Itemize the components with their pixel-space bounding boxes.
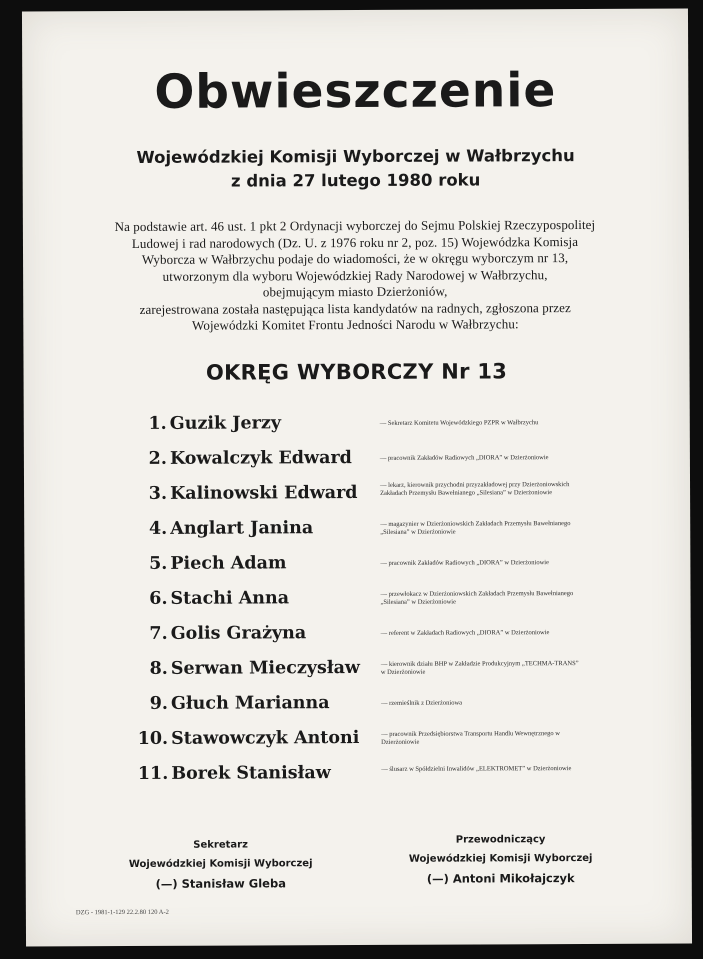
candidate-name: Serwan Mieczysław bbox=[170, 657, 360, 679]
candidate-number: 6. bbox=[149, 588, 168, 609]
candidate-row bbox=[25, 726, 691, 759]
signature-body: Wojewódzkiej Komisji Wyborczej bbox=[128, 858, 313, 870]
intro-line: utworzonym dla wyboru Wojewódzkiej Rady Narodowej w Wałbrzychu, bbox=[162, 266, 548, 284]
candidate-number: 10. bbox=[137, 728, 169, 749]
candidate-row bbox=[24, 551, 690, 584]
candidate-description: — pracownik Zakładów Radiowych „DIORA” w Dzierżoniowie bbox=[380, 454, 580, 462]
candidate-name: Borek Stanisław bbox=[171, 763, 331, 784]
candidate-row bbox=[24, 446, 690, 479]
signature-body: Wojewódzkiej Komisji Wyborczej bbox=[408, 852, 593, 865]
candidate-number: 11. bbox=[137, 763, 169, 784]
candidate-name: Anglart Janina bbox=[170, 518, 314, 539]
intro-line: Ludowej i rad narodowych (Dz. U. z 1976 roku nr 2, poz. 15) Wojewódzka Komisja bbox=[131, 233, 579, 251]
candidate-description: — referent w Zakładach Radiowych „DIORA” w Dzierżoniowie bbox=[381, 629, 581, 637]
candidate-description: — lekarz, kierownik przychodni przyzakładowej przy Dzierżoniowskich Zakładach Przemysłu Bawełnianego „Silesiana” w Dzierżoniowie bbox=[380, 481, 580, 497]
candidate-number: 7. bbox=[149, 623, 168, 644]
candidate-description: — przewłokacz w Dzierżoniowskich Zakładach Przemysłu Bawełnianego „Silesiana” w Dzierżoniowie bbox=[380, 590, 580, 606]
candidate-name: Kalinowski Edward bbox=[170, 482, 358, 504]
candidate-description: — rzemieślnik z Dzierżoniowa bbox=[381, 699, 581, 707]
candidate-row bbox=[24, 411, 690, 444]
candidate-description: — kierownik działu BHP w Zakładzie Produkcyjnym „TECHMA-TRANS” w Dzierżoniowie bbox=[381, 660, 581, 676]
candidate-description: — magazynier w Dzierżoniowskich Zakładach Przemysłu Bawełnianego „Silesiana” w Dzierżoniowie bbox=[380, 520, 580, 536]
candidate-description: — ślusarz w Spółdzielni Inwalidów „ELEKTROMET” w Dzierżoniowie bbox=[381, 765, 581, 773]
candidate-name: Piech Adam bbox=[170, 553, 287, 574]
poster-date: z dnia 27 lutego 1980 roku bbox=[230, 170, 481, 191]
candidate-description: — pracownik Przedsiębiorstwa Transportu Handlu Wewnętrznego w Dzierżoniowie bbox=[381, 730, 581, 746]
signature-secretary bbox=[126, 840, 316, 899]
signature-name: (—) Antoni Mikołajczyk bbox=[426, 871, 575, 886]
signature-role: Sekretarz bbox=[193, 839, 248, 851]
intro-line: zarejestrowana została następująca lista kandydatów na radnych, zgłoszona przez bbox=[139, 299, 571, 317]
intro-line: obejmującym miasto Dzierżoniów, bbox=[262, 283, 448, 300]
intro-paragraph bbox=[67, 217, 643, 335]
intro-line: Na podstawie art. 46 ust. 1 pkt 2 Ordynacji wyborczej do Sejmu Polskiej Rzeczypospolitej bbox=[114, 216, 596, 235]
candidate-row bbox=[24, 481, 690, 514]
candidate-row bbox=[25, 691, 691, 724]
candidate-name: Stawowczyk Antoni bbox=[171, 727, 360, 749]
candidate-row bbox=[24, 516, 690, 549]
poster bbox=[22, 9, 692, 947]
candidate-name: Kowalczyk Edward bbox=[169, 448, 352, 469]
candidate-number: 8. bbox=[149, 658, 168, 679]
poster-subtitle: Wojewódzkiej Komisji Wyborczej w Wałbrzychu bbox=[136, 146, 575, 167]
signature-role: Przewodniczący bbox=[455, 834, 546, 846]
signature-name: (—) Stanisław Gleba bbox=[155, 876, 286, 891]
candidate-number: 3. bbox=[148, 483, 168, 504]
candidate-number: 4. bbox=[148, 518, 168, 539]
signature-chairman bbox=[406, 835, 596, 894]
candidate-number: 9. bbox=[149, 693, 169, 714]
candidate-description: — Sekretarz Komitetu Wojewódzkiego PZPR w Wałbrzychu bbox=[380, 419, 580, 427]
candidate-row bbox=[24, 586, 690, 619]
poster-title: Obwieszczenie bbox=[154, 63, 557, 120]
candidate-row bbox=[25, 761, 691, 794]
candidate-name: Głuch Marianna bbox=[170, 693, 330, 714]
candidate-number: 1. bbox=[148, 413, 167, 434]
intro-line: Wojewódzki Komitet Frontu Jedności Narodu w Wałbrzychu: bbox=[191, 316, 519, 333]
candidate-row bbox=[25, 656, 691, 689]
candidate-number: 2. bbox=[148, 448, 167, 469]
intro-line: Wyborcza w Wałbrzychu podaje do wiadomości, że w okręgu wyborczym nr 13, bbox=[141, 250, 569, 267]
candidate-name: Stachi Anna bbox=[170, 588, 290, 609]
candidate-number: 5. bbox=[149, 553, 168, 574]
print-code: DZG - 1981-1-129 22.2.80 120 A-2 bbox=[75, 908, 169, 917]
candidate-row bbox=[25, 621, 691, 654]
district-heading: OKRĘG WYBORCZY Nr 13 bbox=[205, 359, 508, 385]
candidate-description: — pracownik Zakładów Radiowych „DIORA” w Dzierżoniowie bbox=[380, 559, 580, 567]
candidate-name: Guzik Jerzy bbox=[169, 413, 282, 434]
candidate-name: Golis Grażyna bbox=[170, 623, 307, 644]
